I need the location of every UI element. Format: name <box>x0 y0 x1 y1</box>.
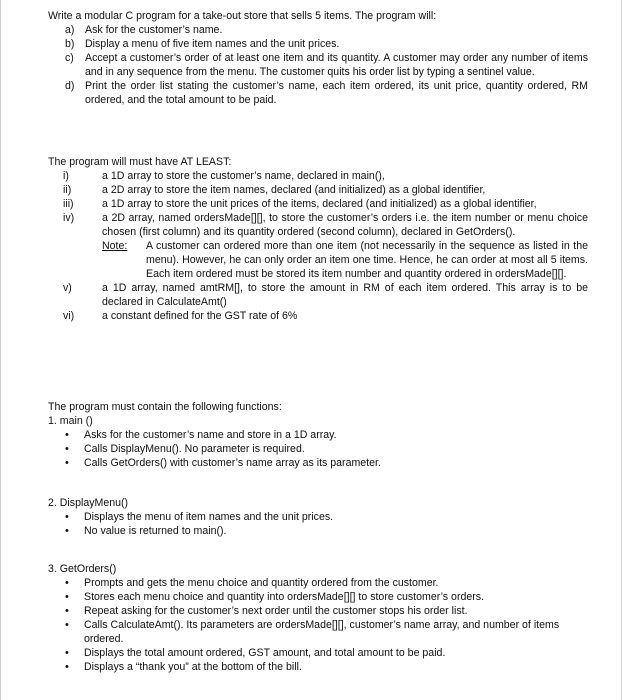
requirements-list <box>48 169 588 323</box>
functions-section <box>48 400 588 470</box>
function-title: 3. GetOrders() <box>48 563 117 575</box>
function-displaymenu <box>48 496 588 538</box>
bullet-item: • Calls CalculateAmt(). Its parameters are ordersMade[][], customer’s name array, and number of items ordered. <box>65 619 560 645</box>
bullet-icon: • <box>65 525 69 537</box>
bullet-item: • Calls GetOrders() with customer’s name array as its parameter. <box>65 457 381 469</box>
requirement-item: ii) a 2D array to store the item names, declared (and initialized) as a global identifier, <box>63 184 486 196</box>
bullet-icon: • <box>65 591 69 603</box>
note-label: Note: <box>102 240 128 252</box>
bullet-icon: • <box>65 661 69 673</box>
bullet-icon: • <box>65 443 69 455</box>
step-item: b) Display a menu of five item names and the unit prices. <box>65 38 340 50</box>
bullet-icon: • <box>65 511 69 523</box>
bullet-item: • Stores each menu choice and quantity into ordersMade[][] to store customer’s orders. <box>65 591 485 603</box>
function-main <box>48 414 588 470</box>
step-item: c) Accept a customer’s order of at least one item and its quantity. A customer may order any number of items and in any sequence from the menu. The customer quits his order list by typing a sentinel value. <box>65 52 588 78</box>
function-getorders <box>48 562 588 674</box>
requirement-item: iv) a 2D array, named ordersMade[][], to store the customer’s orders i.e. the item number or menu choice chosen (first column) and its quantity ordered (second column), declared in GetOrders(). Note: A customer can ordered more than one item (not necessarily in the sequence as listed in the menu). However, he can only order an item one time. Hence, he can order at most all 5 items. Each item ordered must be stored its item number and quantity ordered in ordersMade[][]. <box>63 212 588 280</box>
requirements-heading: The program will must have AT LEAST: <box>48 156 232 168</box>
bullet-list <box>48 510 588 538</box>
intro-text: Write a modular C program for a take-out store that sells 5 items. The program will: <box>48 10 437 22</box>
requirement-item: i) a 1D array to store the customer’s name, declared in main(), <box>63 170 385 182</box>
step-item: a) Ask for the customer’s name. <box>65 24 223 36</box>
bullet-item: • Displays a “thank you” at the bottom of the bill. <box>65 661 302 673</box>
bullet-icon: • <box>65 605 69 617</box>
bullet-item: • Repeat asking for the customer’s next order until the customer stops his order list. <box>65 605 468 617</box>
functions-heading: The program must contain the following functions: <box>48 401 282 413</box>
requirements-section <box>48 155 588 323</box>
note-text: A customer can ordered more than one item (not necessarily in the sequence as listed in the menu). However, he can only order an item one time. Hence, he can order at most all 5 items. Each item ordered must be stored its item number and quantity ordered in ordersMade[][]. <box>146 240 588 280</box>
bullet-icon: • <box>65 619 69 631</box>
bullet-item: • Prompts and gets the menu choice and quantity ordered from the customer. <box>65 577 439 589</box>
requirement-item: v) a 1D array, named amtRM[], to store the amount in RM of each item ordered. This array is to be declared in CalculateAmt() <box>63 282 588 308</box>
bullet-icon: • <box>65 429 69 441</box>
requirement-item: vi) a constant defined for the GST rate of 6% <box>63 310 298 322</box>
bullet-icon: • <box>65 577 69 589</box>
function-title: 1. main () <box>48 415 93 427</box>
bullet-item: • Displays the total amount ordered, GST amount, and total amount to be paid. <box>65 647 446 659</box>
step-item: d) Print the order list stating the customer’s name, each item ordered, its unit price, quantity ordered, RM ordered, and the total amount to be paid. <box>65 80 588 106</box>
bullet-icon: • <box>65 647 69 659</box>
requirement-item: iii) a 1D array to store the unit prices of the items, declared (and initialized) as a global identifier, <box>63 198 537 210</box>
bullet-list <box>48 576 588 674</box>
steps-list <box>48 23 588 107</box>
bullet-list <box>48 428 588 470</box>
bullet-item: • No value is returned to main(). <box>65 525 227 537</box>
bullet-item: • Displays the menu of item names and the unit prices. <box>65 511 334 523</box>
bullet-item: • Calls DisplayMenu(). No parameter is required. <box>65 443 305 455</box>
bullet-item: • Asks for the customer’s name and store in a 1D array. <box>65 429 337 441</box>
task-section <box>48 9 588 107</box>
note-block <box>102 239 588 281</box>
bullet-icon: • <box>65 457 69 469</box>
function-title: 2. DisplayMenu() <box>48 497 129 509</box>
